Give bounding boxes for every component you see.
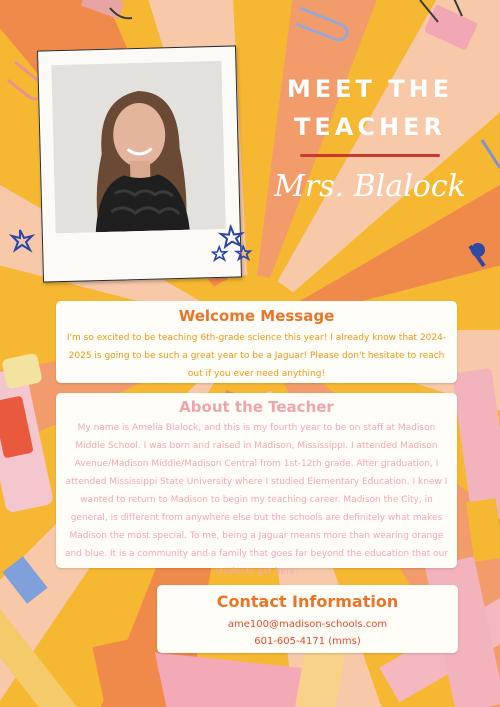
star-doodle-icon: [211, 224, 257, 265]
about-card: [56, 393, 457, 577]
teacher-photo-frame: [37, 45, 242, 282]
contact-card: [157, 585, 458, 653]
welcome-body: I'm so excited to be teaching 6th-grade science this year! I already know that 2024-2025 is going to be such a great year to be a Jaguar! Please don't hesitate to reach out if you ever need anything!: [66, 333, 447, 379]
title-block: [270, 70, 470, 205]
welcome-heading: Welcome Message: [178, 307, 335, 325]
contact-phone[interactable]: 601-605-4171 (mms): [254, 636, 361, 647]
contact-heading: Contact Information: [216, 592, 399, 611]
teacher-photo: [51, 61, 225, 233]
teacher-name: Mrs. Blalock: [274, 169, 466, 204]
page-title: MEET THE TEACHER: [286, 75, 454, 141]
title-underline: [300, 154, 440, 157]
welcome-card: [56, 301, 457, 383]
about-heading: About the Teacher: [179, 398, 334, 416]
about-body: My name is Amelia Blalock, and this is my fourth year to be on staff at Madison Middle School. I was born and raised in Madison, Mississippi. I attended Madison Avenue/Madison Middle/Madison Central from 1st-12th grade. After graduation, I attended Mississippi State University where I studied Elementary Education. I knew I wanted to return to Madison to begin my teaching career. Madison the City, in general, is different from anywhere else but the schools are definitely what makes Madison the most special. To me, being a Jaguar means more than wearing orange and blue. It is a community and a family that goes far beyond the education that our students get here.: [64, 423, 449, 577]
contact-email[interactable]: ame100@madison-schools.com: [227, 619, 388, 630]
